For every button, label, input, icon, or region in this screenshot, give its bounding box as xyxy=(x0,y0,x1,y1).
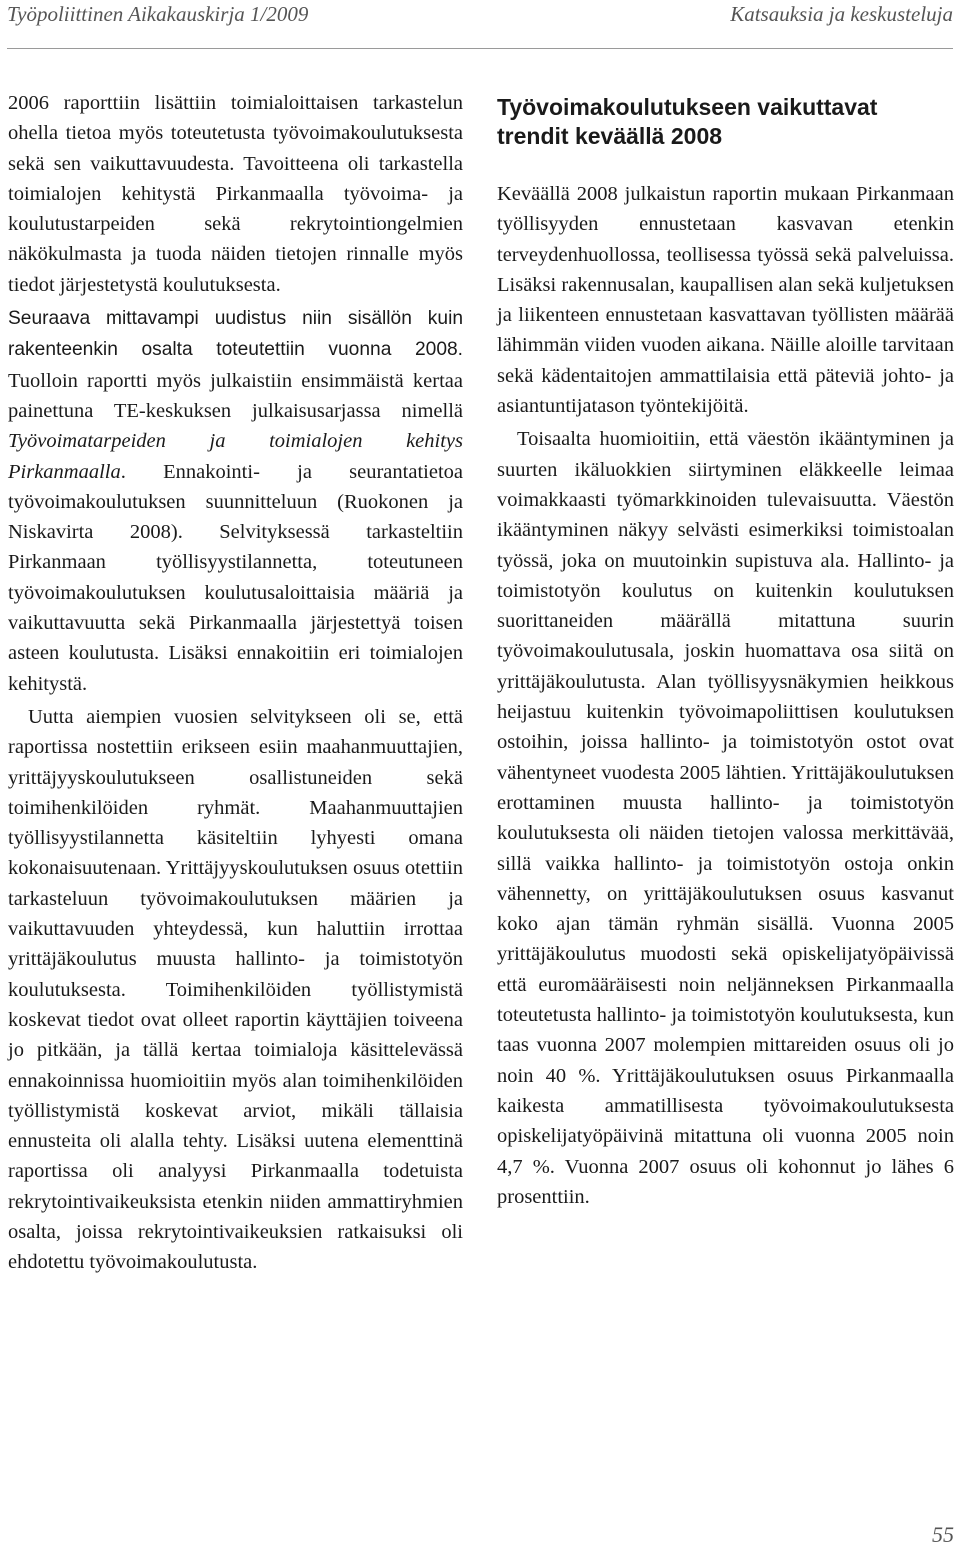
publication-title: Työvoimatarpeiden ja toimialojen kehitys Pirkanmaalla xyxy=(8,430,463,483)
right-paragraph-2: Toisaalta huomioitiin, että väestön ikääntyminen ja suurten ikäluokkien siirtyminen eläkkeelle leimaa voimakkaasti työmarkkinoiden tulevaisuutta. Väestön ikääntyminen näkyy selvästi esimerkiksi toimistoalan työssä, joka on muutoinkin supistuva ala. Hallinto- ja toimistotyön koulutus on kuitenkin koulutuksen suorittaneiden määrällä mitattuna suurin työvoimakoulutusala, joskin huomattava osa siitä on yrittäjäkoulutusta. Alan työllisyysnäkymien heikkous heijastuu kuitenkin työvoimapoliittisen koulutuksen ostoihin, joissa hallinto- ja toimistotyön ostot ovat vähentyneet vuodesta 2005 lähtien. Yrittäjäkoulutuksen erottaminen muusta hallinto- ja toimistotyön koulutuksesta oli näiden tietojen valossa merkittävää, sillä vaikka hallinto- ja toimistotyön ostoja onkin vähennetty, on yrittäjäkoulutuksen osuus kasvanut koko ajan tämän ryhmän sisällä. Vuonna 2005 yrittäjäkoulutus muodosti sekä opiskelijatyöpäivissä että euromääräisesti noin neljänneksen Pirkanmaalla toteutetusta hallinto- ja toimistotyön koulutuksesta, kun taas vuonna 2007 molempien mittareiden osuus oli jo noin 40 %. Yrittäjäkoulutuksen osuus Pirkanmaalla kaikesta ammatillisesta työvoimakoulutuksesta opiskelijatyöpäivinä mitattuna oli vuonna 2005 noin 4,7 %. Vuonna 2007 osuus oli kohonnut jo lähes 6 prosenttiin. xyxy=(497,428,954,1208)
page-number: 55 xyxy=(932,1522,954,1547)
left-column xyxy=(8,88,463,1278)
section-heading: Työvoimakoulutukseen vaikuttavat trendit keväällä 2008 xyxy=(497,94,878,149)
left-paragraph-1: 2006 raporttiin lisättiin toimialoittaisen tarkastelun ohella tietoa myös toteutetusta työvoimakoulutuksesta sekä sen vaikuttavuudesta. Tavoitteena oli tarkastella toimialojen kehitystä Pirkanmaalla työvoima- ja koulutustarpeiden sekä rekrytointiongelmien näkökulmasta ja tuoda näiden tietojen rinnalle myös tiedot järjestetystä koulutuksesta. xyxy=(8,92,463,296)
left-paragraph-2-sans-text: Seuraava mittavampi uudistus niin sisällön kuin rakenteenkin osalta toteutettiin vuonna 2008. xyxy=(8,308,463,361)
left-paragraph-3: Uutta aiempien vuosien selvitykseen oli se, että raportissa nostettiin erikseen esiin maahanmuuttajien, yrittäjyyskoulutukseen osallistuneiden sekä toimihenkilöiden ryhmät. Maahanmuuttajien työllisyystilannetta käsiteltiin lyhyesti omana kokonaisuutenaan. Yrittäjyyskoulutuksen osuus otettiin tarkasteluun työvoimakoulutuksen määrien ja vaikuttavuuden yhteydessä, kun haluttiin irrottaa yrittäjäkoulutus muusta hallinto- ja toimistotyön koulutuksesta. Toimihenkilöiden työllistymistä koskevat tiedot ovat olleet raportin käyttäjien toiveena jo pitkään, ja tällä kertaa toimialoja käsittelevässä ennakoinnissa huomioitiin myös alan toimihenkilöiden työllistymistä koskevat arviot, mikäli tällaisia ennusteita oli alalla tehty. Lisäksi uutena elementtinä raportissa oli analyysi Pirkanmaalla todetuista rekrytointivaikeuksista etenkin niiden ammattiryhmien osalta, joissa rekrytointivaikeuksien ratkaisuksi oli ehdotettu työvoimakoulutusta. xyxy=(8,705,463,1274)
right-column xyxy=(497,93,954,1212)
left-paragraph-2-text-b: . Ennakointi- ja seurantatietoa työvoimakoulutuksen suunnitteluun (Ruokonen ja Niskavirta 2008). Selvityksessä tarkasteltiin Pirkanmaan työllisyystilannetta, toteutuneen työvoimakoulutuksen koulutusaloittaisia määriä ja vaikuttavuutta sekä Pirkanmaalla järjestettyä toisen asteen koulutusta. Lisäksi ennakoitiin eri toimialojen kehitystä. xyxy=(8,460,463,695)
right-paragraph-1: Keväällä 2008 julkaistun raportin mukaan Pirkanmaan työllisyyden ennustetaan kasvavan etenkin terveydenhuollossa, teollisessa työssä sekä palveluissa. Lisäksi rakennusalan, kaupallisen alan sekä kuljetuksen ja liikenteen ennustetaan kasvattavan työllisten määrää lähimmän viiden vuoden aikana. Näille aloille tarvitaan sekä kädentaitojen ammattilaisia että päteviä johto- ja asiantuntijatason työntekijöitä. xyxy=(497,183,954,418)
left-paragraph-2-text-a: Tuolloin raportti myös julkaistiin ensimmäistä kertaa painettuna TE-keskuksen julkaisusarjassa nimellä xyxy=(8,369,463,422)
running-header xyxy=(7,0,953,32)
journal-title: Työpoliittinen Aikakauskirja 1/2009 xyxy=(7,2,309,26)
left-paragraph-2 xyxy=(8,303,463,699)
header-rule xyxy=(7,48,953,49)
section-title: Katsauksia ja keskusteluja xyxy=(730,2,953,26)
